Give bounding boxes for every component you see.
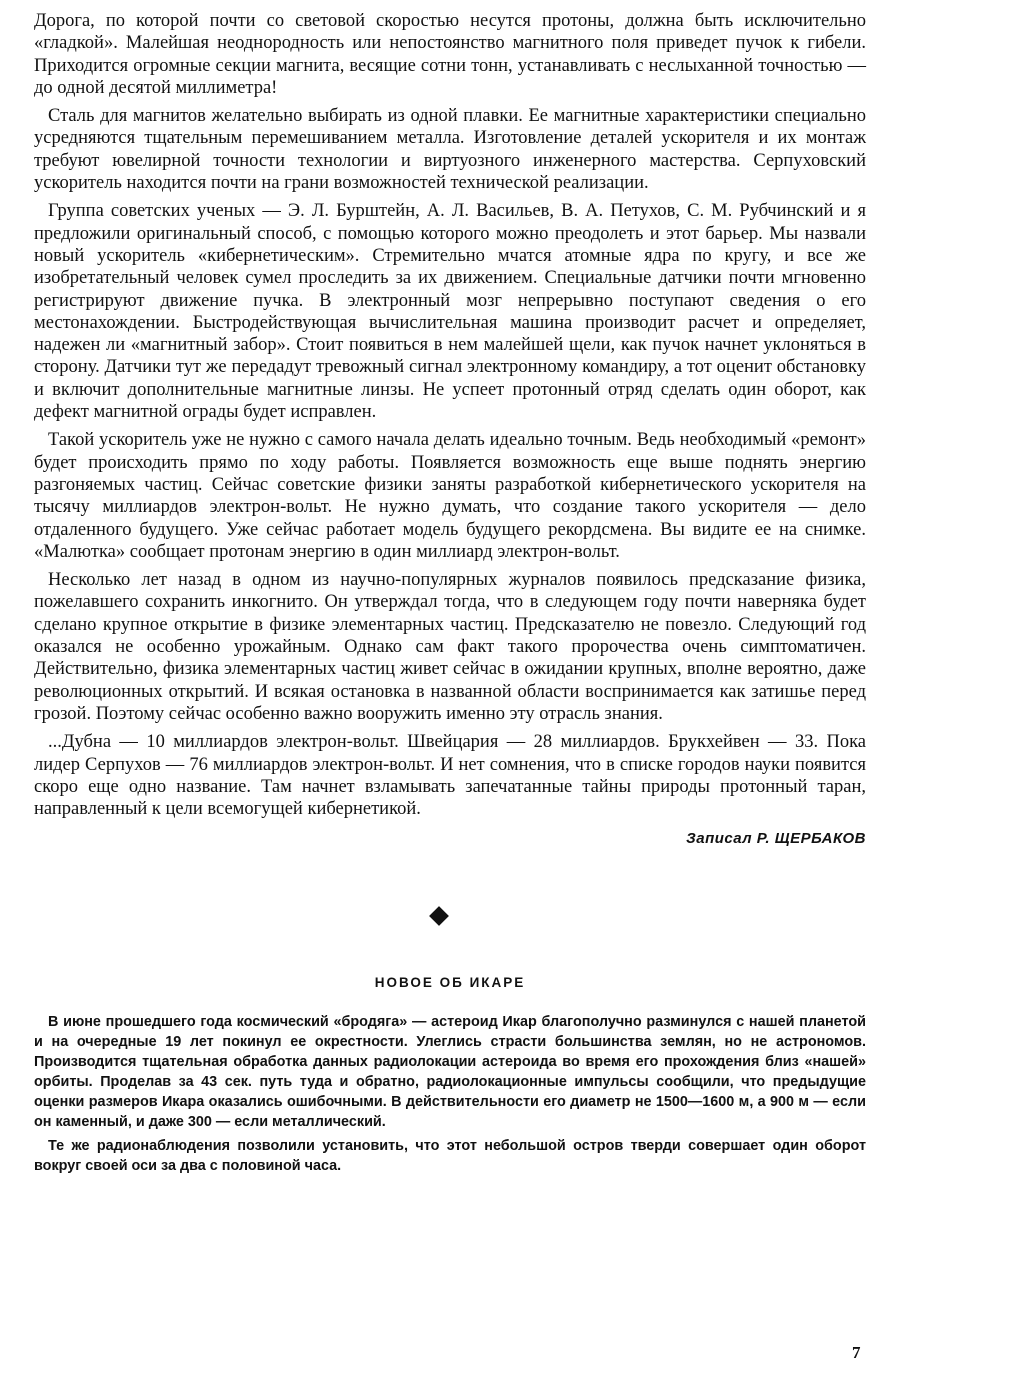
article-paragraph: Такой ускоритель уже не нужно с самого начала делать идеально точным. Ведь необходимый «ремонт» будет происходить прямо по ходу работы. Появляется возможность еще выше поднять энергию разгоняемых частиц. Сейчас советские физики заняты разработкой кибернетического ускорителя на тысячу миллиардов электрон-вольт. Не нужно думать, что создание такого ускорителя — дело отдаленного будущего. Уже сейчас работает модель будущего рекордсмена. Вы видите ее на снимке. «Малютка» сообщает протонам энергию в один миллиард электрон-вольт. — [34, 430, 866, 562]
article-body — [34, 10, 866, 820]
page-number: 7 — [852, 1343, 861, 1362]
article-paragraph: Группа советских ученых — Э. Л. Бурштейн, А. Л. Васильев, В. А. Петухов, С. М. Рубчинский и я предложили оригинальный способ, с помощью которого можно преодолеть и этот барьер. Мы назвали новый ускоритель «кибернетическим». Стремительно мчатся атомные ядра по кругу, и все же изобретательный человек сумел проследить за их движением. Специальные датчики почти мгновенно регистрируют движение пучка. В электронный мозг непрерывно поступают сведения о его местонахождении. Быстродействующая вычислительная машина производит расчет и определяет, надежен ли «магнитный забор». Стоит появиться в нем малейшей щели, как пучок начнет уклоняться в сторону. Датчики тут же передадут тревожный сигнал электронному командиру, а тот оценит обстановку и включит дополнительные магнитные линзы. Не успеет протонный отряд сделать один оборот, как дефект магнитной ограды будет исправлен. — [34, 201, 866, 423]
article-paragraph: ...Дубна — 10 миллиардов электрон-вольт. Швейцария — 28 миллиардов. Брукхейвен — 33. Пока лидер Серпухов — 76 миллиардов электрон-вольт. И нет сомнения, что в списке городов науки появится скоро еще одно название. Там начнет взламывать запечатанные тайны природы протонный таран, направленный к цели всемогущей кибернетикой. — [34, 732, 866, 820]
article-paragraph: Дорога, по которой почти со световой скоростью несутся протоны, должна быть исключительно «гладкой». Малейшая неоднородность или непостоянство магнитного поля приведет пучок к гибели. Приходится огромные секции магнита, весящие сотни тонн, устанавливать с неслыханной точностью — до одной десятой миллиметра! — [34, 11, 866, 98]
news-section-title: НОВОЕ ОБ ИКАРЕ — [374, 975, 526, 991]
article-paragraph: Сталь для магнитов желательно выбирать из одной плавки. Ее магнитные характеристики специально усредняются тщательным перемешиванием металла. Изготовление деталей ускорителя и их монтаж требуют ювелирной точности технологии и виртуозного инженерного мастерства. Серпуховский ускоритель находится почти на грани возможностей технической реализации. — [34, 106, 866, 194]
diamond-ornament-icon — [429, 906, 449, 926]
section-separator — [34, 887, 866, 947]
author-signature: Записал Р. ЩЕРБАКОВ — [686, 830, 866, 848]
article-paragraph: Несколько лет назад в одном из научно-популярных журналов появилось предсказание физика, пожелавшего сохранить инкогнито. Он утверждал тогда, что в следующем году почти наверняка будет сделано крупное открытие в физике элементарных частиц. Предсказателю не повезло. Следующий год оказался не особенно урожайным. Однако сам факт такого пророчества очень симптоматичен. Действительно, физика элементарных частиц живет сейчас в ожидании крупных, вполне вероятно, даже революционных открытий. И всякая остановка в названной области воспринимается как затишье перед грозой. Поэтому сейчас особенно важно вооружить именно эту отрасль знания. — [34, 570, 866, 724]
news-body — [34, 1012, 866, 1176]
page — [34, 10, 866, 1180]
news-paragraph: В июне прошедшего года космический «бродяга» — астероид Икар благополучно разминулся с нашей планетой и на очередные 19 лет покинул ее окрестности. Улеглись страсти большинства землян, но не астрономов. Производится тщательная обработка данных радиолокации астероида во время его прохождения близ «нашей» орбиты. Проделав за 43 сек. путь туда и обратно, радиолокационные импульсы сообщили, что предыдущие оценки размеров Икара оказались ошибочными. В действительности его диаметр не 1500—1600 м, а 900 м — если он каменный, и даже 300 — если металлический. — [34, 1014, 866, 1131]
news-paragraph: Те же радионаблюдения позволили установить, что этот небольшой остров тверди совершает один оборот вокруг своей оси за два с половиной часа. — [34, 1138, 866, 1175]
